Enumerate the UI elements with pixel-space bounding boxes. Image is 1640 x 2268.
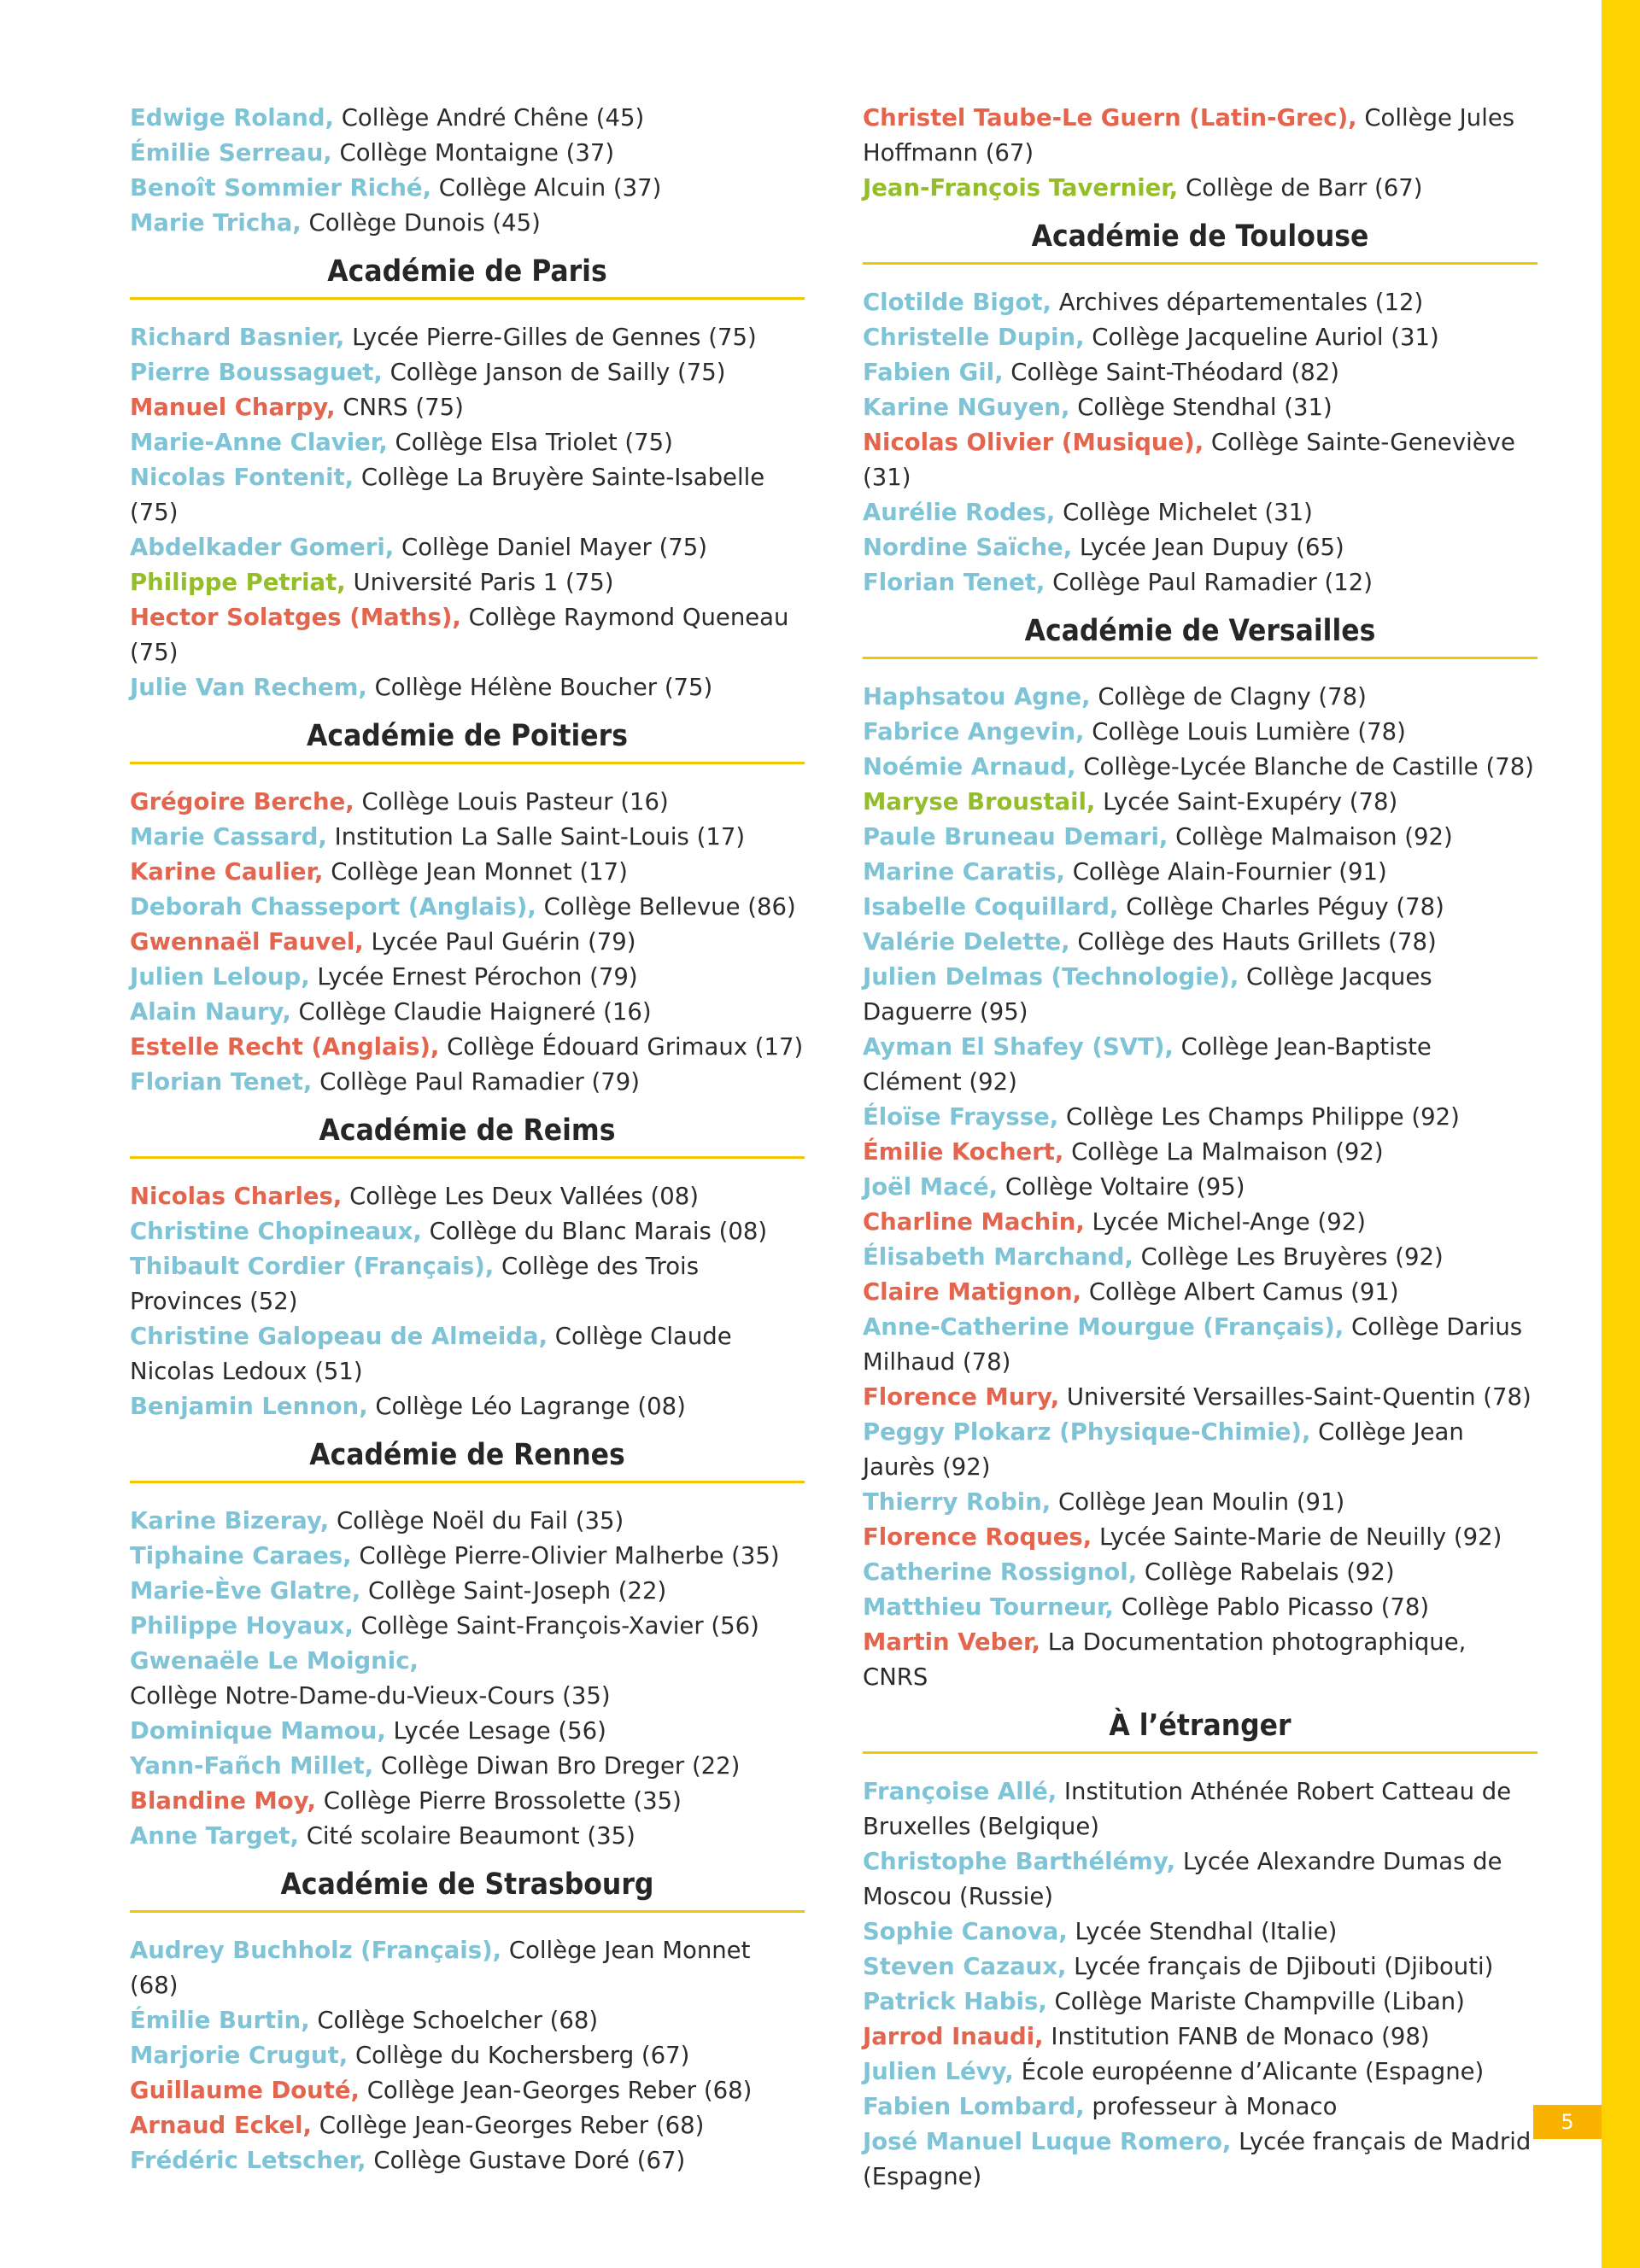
list-item	[130, 1574, 805, 1609]
contributor-name: Manuel Charpy,	[130, 394, 336, 421]
section-academie-de-versailles	[863, 614, 1538, 1695]
list-item	[863, 1520, 1538, 1555]
contributor-affiliation: Collège Paul Ramadier (79)	[319, 1068, 641, 1096]
list-item	[863, 390, 1538, 425]
contributor-affiliation: Institution La Salle Saint-Louis (17)	[334, 823, 746, 850]
list-item	[863, 1555, 1538, 1590]
contributor-name: Éloïse Fraysse,	[863, 1103, 1059, 1131]
list-item	[863, 925, 1538, 960]
contributor-name: Patrick Habis,	[863, 1988, 1047, 2015]
list-item	[130, 1784, 805, 1819]
contributor-name: Alain Naury,	[130, 998, 291, 1026]
contributor-name: Nordine Saïche,	[863, 534, 1073, 561]
list-item	[863, 530, 1538, 565]
contributor-affiliation: Collège Noël du Fail (35)	[336, 1507, 624, 1534]
contributor-affiliation: Collège Charles Péguy (78)	[1126, 893, 1444, 921]
contributor-affiliation: Lycée Jean Dupuy (65)	[1079, 534, 1344, 561]
contributor-affiliation: Collège Les Deux Vallées (08)	[349, 1183, 699, 1210]
contributor-name: Estelle Recht (Anglais),	[130, 1033, 440, 1061]
list-item	[863, 1984, 1538, 2020]
contributor-name: Françoise Allé,	[863, 1778, 1057, 1805]
contributor-affiliation: Collège Janson de Sailly (75)	[390, 359, 726, 386]
contributor-name: Anne Target,	[130, 1822, 299, 1850]
section-academie-de-rennes	[130, 1438, 805, 1854]
list-item	[863, 1949, 1538, 1984]
contributor-name: Fabien Gil,	[863, 359, 1004, 386]
list-item	[863, 1415, 1538, 1485]
list-item	[130, 565, 805, 600]
contributor-name: Jarrod Inaudi,	[863, 2023, 1044, 2050]
contributor-name: Clotilde Bigot,	[863, 289, 1051, 316]
contributor-name: Paule Bruneau Demari,	[863, 823, 1168, 850]
list-item	[130, 820, 805, 855]
contributor-name: Karine NGuyen,	[863, 394, 1070, 421]
contributor-name: Karine Bizeray,	[130, 1507, 330, 1534]
list-item	[863, 680, 1538, 715]
list-item	[130, 1609, 805, 1644]
contributor-affiliation: Lycée Ernest Pérochon (79)	[317, 963, 638, 991]
section-title: Académie de Rennes	[130, 1438, 805, 1483]
list-item	[130, 320, 805, 355]
list-item	[863, 960, 1538, 1030]
list-item	[863, 355, 1538, 390]
list-item	[130, 2003, 805, 2038]
contributor-affiliation: Collège Schoelcher (68)	[317, 2007, 599, 2034]
contributor-affiliation: Collège des Trois Provinces (52)	[130, 1253, 700, 1315]
list-item	[863, 785, 1538, 820]
section-continued	[130, 101, 805, 241]
section-title: Académie de Paris	[130, 254, 805, 300]
contributor-affiliation: Collège Alcuin (37)	[438, 174, 662, 202]
list-item	[130, 785, 805, 820]
section-title: Académie de Toulouse	[863, 219, 1538, 265]
list-item	[863, 2055, 1538, 2090]
contributor-affiliation: Collège Édouard Grimaux (17)	[447, 1033, 804, 1061]
contributor-name: Marie Cassard,	[130, 823, 327, 850]
list-item	[863, 1030, 1538, 1100]
contributor-affiliation: Lycée français de Djibouti (Djibouti)	[1074, 1953, 1494, 1980]
contributor-affiliation: Lycée Sainte-Marie de Neuilly (92)	[1098, 1523, 1502, 1551]
list-item	[863, 171, 1538, 206]
contributor-affiliation: Archives départementales (12)	[1058, 289, 1424, 316]
contributor-name: Christine Chopineaux,	[130, 1218, 422, 1245]
section-academie-de-paris	[130, 254, 805, 705]
contributor-affiliation: Institution FANB de Monaco (98)	[1051, 2023, 1430, 2050]
list-item	[130, 855, 805, 890]
list-item	[863, 890, 1538, 925]
contributor-affiliation: Lycée Alexandre Dumas de Moscou (Russie)	[863, 1848, 1502, 1910]
list-item	[130, 1389, 805, 1424]
contributor-affiliation: Collège Sainte-Geneviève (31)	[863, 429, 1515, 491]
contributor-name: Abdelkader Gomeri,	[130, 534, 395, 561]
contributor-affiliation: Lycée français de Madrid (Espagne)	[863, 2128, 1532, 2190]
contributor-name: Ayman El Shafey (SVT),	[863, 1033, 1174, 1061]
section-academie-de-strasbourg	[130, 1868, 805, 2178]
contributor-name: Philippe Petriat,	[130, 569, 346, 596]
contributor-name: Christel Taube-Le Guern (Latin-Grec),	[863, 104, 1357, 132]
contributor-name: Joël Macé,	[863, 1173, 999, 1201]
list-item	[130, 1714, 805, 1749]
contributor-name: Florian Tenet,	[863, 569, 1046, 596]
contributor-name: Julie Van Rechem,	[130, 674, 367, 701]
list-item	[863, 1205, 1538, 1240]
list-item	[863, 1135, 1538, 1170]
list-item	[863, 1275, 1538, 1310]
list-item	[130, 171, 805, 206]
list-item	[863, 715, 1538, 750]
contributor-name: Marie-Anne Clavier,	[130, 429, 388, 456]
contributor-name: José Manuel Luque Romero,	[863, 2128, 1232, 2155]
list-item	[130, 390, 805, 425]
contributor-affiliation: Collège Daniel Mayer (75)	[401, 534, 708, 561]
section-title: Académie de Versailles	[863, 614, 1538, 659]
list-item	[130, 1644, 805, 1714]
list-item	[130, 1214, 805, 1249]
list-item	[130, 2108, 805, 2143]
contributor-name: Yann-Fañch Millet,	[130, 1752, 374, 1780]
list-item	[130, 960, 805, 995]
list-item	[863, 425, 1538, 495]
list-item	[863, 1590, 1538, 1625]
list-item	[130, 670, 805, 705]
contributor-name: Dominique Mamou,	[130, 1717, 386, 1745]
contributor-name: Émilie Kochert,	[863, 1138, 1064, 1166]
contributor-affiliation: Collège Léo Lagrange (08)	[375, 1393, 686, 1420]
contributor-affiliation: Collège Jules Hoffmann (67)	[863, 104, 1515, 167]
list-item	[863, 1240, 1538, 1275]
contributor-name: Fabien Lombard,	[863, 2093, 1085, 2120]
contributor-name: Émilie Burtin,	[130, 2007, 310, 2034]
contributor-name: Gwennaël Fauvel,	[130, 928, 364, 956]
contributor-affiliation: Lycée Saint-Exupéry (78)	[1103, 788, 1398, 815]
section-continued	[863, 101, 1538, 206]
list-item	[863, 495, 1538, 530]
contributor-name: Marie-Ève Glatre,	[130, 1577, 361, 1605]
contributor-name: Valérie Delette,	[863, 928, 1070, 956]
contributor-affiliation: Institution Athénée Robert Catteau de Bruxelles (Belgique)	[863, 1778, 1512, 1840]
section-academie-de-poitiers	[130, 719, 805, 1100]
contributor-affiliation: Collège Jacqueline Auriol (31)	[1092, 324, 1439, 351]
contributor-affiliation: Collège du Blanc Marais (08)	[429, 1218, 768, 1245]
contributor-affiliation: Collège Dunois (45)	[308, 209, 541, 237]
contributor-affiliation: Collège Jean-Georges Reber (68)	[366, 2077, 753, 2104]
contributor-affiliation: Collège Jean Monnet (17)	[331, 858, 628, 886]
list-item	[130, 1065, 805, 1100]
contributor-name: Benoît Sommier Riché,	[130, 174, 432, 202]
list-item	[863, 1310, 1538, 1380]
contributor-affiliation: Collège Louis Pasteur (16)	[361, 788, 669, 815]
contributor-affiliation: Collège Saint-Théodard (82)	[1010, 359, 1339, 386]
contributor-affiliation: Collège Montaigne (37)	[339, 139, 615, 167]
contributor-name: Blandine Moy,	[130, 1787, 316, 1815]
contributor-name: Catherine Rossignol,	[863, 1558, 1138, 1586]
contributor-affiliation: Collège Rabelais (92)	[1144, 1558, 1395, 1586]
contributor-affiliation: Collège Saint-François-Xavier (56)	[360, 1612, 759, 1640]
contributor-affiliation: Collège Pablo Picasso (78)	[1121, 1593, 1430, 1621]
list-item	[130, 1819, 805, 1854]
contributor-affiliation: Collège André Chêne (45)	[341, 104, 645, 132]
contributor-affiliation: Collège Jacques Daguerre (95)	[863, 963, 1432, 1026]
contributor-affiliation: Collège La Malmaison (92)	[1071, 1138, 1384, 1166]
contributor-affiliation: Collège Alain-Fournier (91)	[1072, 858, 1387, 886]
contributor-name: Claire Matignon,	[863, 1278, 1082, 1306]
list-item	[130, 1179, 805, 1214]
contributor-affiliation: Collège Claudie Haigneré (16)	[298, 998, 652, 1026]
contributor-affiliation: Collège Saint-Joseph (22)	[368, 1577, 667, 1605]
contributor-affiliation: professeur à Monaco	[1092, 2093, 1338, 2120]
contributor-affiliation: Collège de Clagny (78)	[1098, 683, 1367, 710]
contributor-affiliation: Collège du Kochersberg (67)	[354, 2042, 690, 2069]
contributor-name: Hector Solatges (Maths),	[130, 604, 461, 631]
contributor-affiliation: Lycée Paul Guérin (79)	[371, 928, 636, 956]
contributor-affiliation: Collège de Barr (67)	[1186, 174, 1423, 202]
contributor-affiliation: Collège Mariste Champville (Liban)	[1054, 1988, 1465, 2015]
contributor-name: Tiphaine Caraes,	[130, 1542, 352, 1569]
section-a-l-etranger	[863, 1709, 1538, 2195]
section-title: Académie de Reims	[130, 1114, 805, 1159]
contributor-affiliation: Collège Notre-Dame-du-Vieux-Cours (35)	[130, 1682, 611, 1710]
list-item	[130, 2143, 805, 2178]
section-academie-de-toulouse	[863, 219, 1538, 600]
contributor-affiliation: CNRS (75)	[343, 394, 464, 421]
list-item	[863, 750, 1538, 785]
list-item	[863, 101, 1538, 171]
contributor-name: Christine Galopeau de Almeida,	[130, 1323, 548, 1350]
contributor-affiliation: Collège Jean Moulin (91)	[1058, 1488, 1345, 1516]
contributor-name: Florian Tenet,	[130, 1068, 313, 1096]
contributor-affiliation: Collège Jean Jaurès (92)	[863, 1418, 1464, 1481]
side-stripe	[1602, 0, 1640, 2268]
contributor-name: Pierre Boussaguet,	[130, 359, 383, 386]
contributor-affiliation: Collège Pierre Brossolette (35)	[323, 1787, 682, 1815]
contributor-name: Julien Leloup,	[130, 963, 310, 991]
contributor-affiliation: Collège Malmaison (92)	[1175, 823, 1453, 850]
list-item	[130, 1249, 805, 1319]
contributor-name: Marie Tricha,	[130, 209, 302, 237]
section-title: Académie de Poitiers	[130, 719, 805, 764]
contributor-name: Martin Veber,	[863, 1628, 1040, 1656]
contributor-name: Émilie Serreau,	[130, 139, 332, 167]
contributor-name: Frédéric Letscher,	[130, 2147, 366, 2174]
list-item	[863, 820, 1538, 855]
contributor-name: Maryse Broustail,	[863, 788, 1096, 815]
list-item	[130, 460, 805, 530]
contributor-name: Benjamin Lennon,	[130, 1393, 368, 1420]
contributor-affiliation: Lycée Stendhal (Italie)	[1075, 1918, 1338, 1945]
contributor-affiliation: Lycée Michel-Ange (92)	[1092, 1208, 1366, 1236]
list-item	[130, 2073, 805, 2108]
contributor-affiliation: Collège Raymond Queneau (75)	[130, 604, 789, 666]
contributor-affiliation: Lycée Pierre-Gilles de Gennes (75)	[352, 324, 757, 351]
contributor-name: Deborah Chasseport (Anglais),	[130, 893, 536, 921]
list-item	[863, 285, 1538, 320]
section-title: Académie de Strasbourg	[130, 1868, 805, 1913]
contributor-affiliation: Cité scolaire Beaumont (35)	[306, 1822, 636, 1850]
list-item	[130, 995, 805, 1030]
contributor-affiliation: Collège Stendhal (31)	[1077, 394, 1332, 421]
list-item	[130, 1933, 805, 2003]
list-item	[130, 1539, 805, 1574]
contributor-affiliation: Collège Gustave Doré (67)	[373, 2147, 686, 2174]
list-item	[130, 1749, 805, 1784]
list-item	[863, 1100, 1538, 1135]
list-item	[130, 101, 805, 136]
contributor-affiliation: Collège-Lycée Blanche de Castille (78)	[1083, 753, 1534, 780]
contributor-affiliation: Collège Claude Nicolas Ledoux (51)	[130, 1323, 732, 1385]
contributor-affiliation: Collège Les Champs Philippe (92)	[1065, 1103, 1460, 1131]
contributor-name: Gwenaële Le Moignic,	[130, 1647, 419, 1675]
contributor-name: Marjorie Crugut,	[130, 2042, 348, 2069]
contributor-name: Matthieu Tourneur,	[863, 1593, 1114, 1621]
list-item	[863, 1844, 1538, 1914]
list-item	[863, 1914, 1538, 1949]
contributor-name: Thierry Robin,	[863, 1488, 1051, 1516]
contributor-name: Florence Roques,	[863, 1523, 1092, 1551]
contributor-name: Charline Machin,	[863, 1208, 1085, 1236]
contributor-name: Marine Caratis,	[863, 858, 1065, 886]
contributor-affiliation: Collège Jean-Georges Reber (68)	[319, 2112, 705, 2139]
contributor-name: Isabelle Coquillard,	[863, 893, 1119, 921]
list-item	[130, 425, 805, 460]
list-item	[130, 890, 805, 925]
contributor-name: Steven Cazaux,	[863, 1953, 1067, 1980]
contributor-affiliation: Collège Elsa Triolet (75)	[395, 429, 673, 456]
contributor-name: Florence Mury,	[863, 1383, 1060, 1411]
contributor-name: Julien Delmas (Technologie),	[863, 963, 1239, 991]
list-item	[863, 855, 1538, 890]
contributor-name: Grégoire Berche,	[130, 788, 354, 815]
contributor-affiliation: Université Versailles-Saint-Quentin (78)	[1066, 1383, 1532, 1411]
list-item	[130, 355, 805, 390]
contributor-affiliation: Collège Paul Ramadier (12)	[1052, 569, 1374, 596]
contributor-name: Jean-François Tavernier,	[863, 174, 1179, 202]
list-item	[130, 206, 805, 241]
list-item	[130, 1504, 805, 1539]
contributor-name: Richard Basnier,	[130, 324, 345, 351]
contributor-name: Christophe Barthélémy,	[863, 1848, 1176, 1875]
contributor-affiliation: Collège Les Bruyères (92)	[1140, 1243, 1444, 1271]
contributor-name: Noémie Arnaud,	[863, 753, 1076, 780]
contributor-affiliation: Collège Pierre-Olivier Malherbe (35)	[359, 1542, 780, 1569]
right-column	[863, 101, 1538, 2195]
list-item	[863, 1485, 1538, 1520]
contributor-affiliation: Collège Michelet (31)	[1063, 499, 1313, 526]
contributor-name: Sophie Canova,	[863, 1918, 1068, 1945]
contributor-name: Fabrice Angevin,	[863, 718, 1085, 745]
contributor-name: Nicolas Olivier (Musique),	[863, 429, 1204, 456]
list-item	[863, 320, 1538, 355]
list-item	[863, 1625, 1538, 1695]
contributor-name: Christelle Dupin,	[863, 324, 1085, 351]
contributor-name: Edwige Roland,	[130, 104, 334, 132]
list-item	[130, 1319, 805, 1389]
contributor-affiliation: Université Paris 1 (75)	[353, 569, 614, 596]
section-title: À l’étranger	[863, 1709, 1538, 1754]
contributor-affiliation: Collège Darius Milhaud (78)	[863, 1313, 1523, 1376]
list-item	[130, 600, 805, 670]
contributor-name: Haphsatou Agne,	[863, 683, 1091, 710]
contributor-name: Nicolas Charles,	[130, 1183, 343, 1210]
list-item	[130, 136, 805, 171]
contributor-name: Julien Lévy,	[863, 2058, 1014, 2085]
contributor-name: Arnaud Eckel,	[130, 2112, 312, 2139]
list-item	[863, 2090, 1538, 2125]
contributor-name: Peggy Plokarz (Physique-Chimie),	[863, 1418, 1311, 1446]
contributor-name: Audrey Buchholz (Français),	[130, 1937, 502, 1964]
section-academie-de-reims	[130, 1114, 805, 1424]
contributor-affiliation: La Documentation photographique, CNRS	[863, 1628, 1467, 1691]
contributor-affiliation: Collège La Bruyère Sainte-Isabelle (75)	[130, 464, 765, 526]
list-item	[130, 1030, 805, 1065]
contributor-affiliation: Collège Albert Camus (91)	[1088, 1278, 1399, 1306]
contributor-affiliation: Lycée Lesage (56)	[393, 1717, 606, 1745]
contributor-name: Thibault Cordier (Français),	[130, 1253, 495, 1280]
contributor-name: Guillaume Douté,	[130, 2077, 360, 2104]
list-item	[863, 1774, 1538, 1844]
contributor-name: Aurélie Rodes,	[863, 499, 1056, 526]
list-item	[863, 1170, 1538, 1205]
list-item	[863, 1380, 1538, 1415]
list-item	[863, 2125, 1538, 2195]
list-item	[130, 2038, 805, 2073]
contributor-name: Philippe Hoyaux,	[130, 1612, 354, 1640]
page-number: 5	[1533, 2105, 1602, 2139]
contributor-name: Karine Caulier,	[130, 858, 324, 886]
contributor-name: Élisabeth Marchand,	[863, 1243, 1133, 1271]
contributor-affiliation: École européenne d’Alicante (Espagne)	[1021, 2058, 1485, 2085]
contributor-name: Nicolas Fontenit,	[130, 464, 354, 491]
left-column	[130, 101, 805, 2178]
contributor-affiliation: Collège Jean-Baptiste Clément (92)	[863, 1033, 1432, 1096]
contributor-affiliation: Collège Bellevue (86)	[543, 893, 796, 921]
list-item	[130, 530, 805, 565]
list-item	[863, 2020, 1538, 2055]
contributor-affiliation: Collège Hélène Boucher (75)	[374, 674, 713, 701]
contributor-affiliation: Collège des Hauts Grillets (78)	[1077, 928, 1437, 956]
list-item	[863, 565, 1538, 600]
contributor-affiliation: Collège Jean Monnet (68)	[130, 1937, 751, 1999]
list-item	[130, 925, 805, 960]
contributor-affiliation: Collège Voltaire (95)	[1004, 1173, 1245, 1201]
contributor-name: Anne-Catherine Mourgue (Français),	[863, 1313, 1344, 1341]
contributor-affiliation: Collège Louis Lumière (78)	[1092, 718, 1406, 745]
contributor-affiliation: Collège Diwan Bro Dreger (22)	[380, 1752, 741, 1780]
